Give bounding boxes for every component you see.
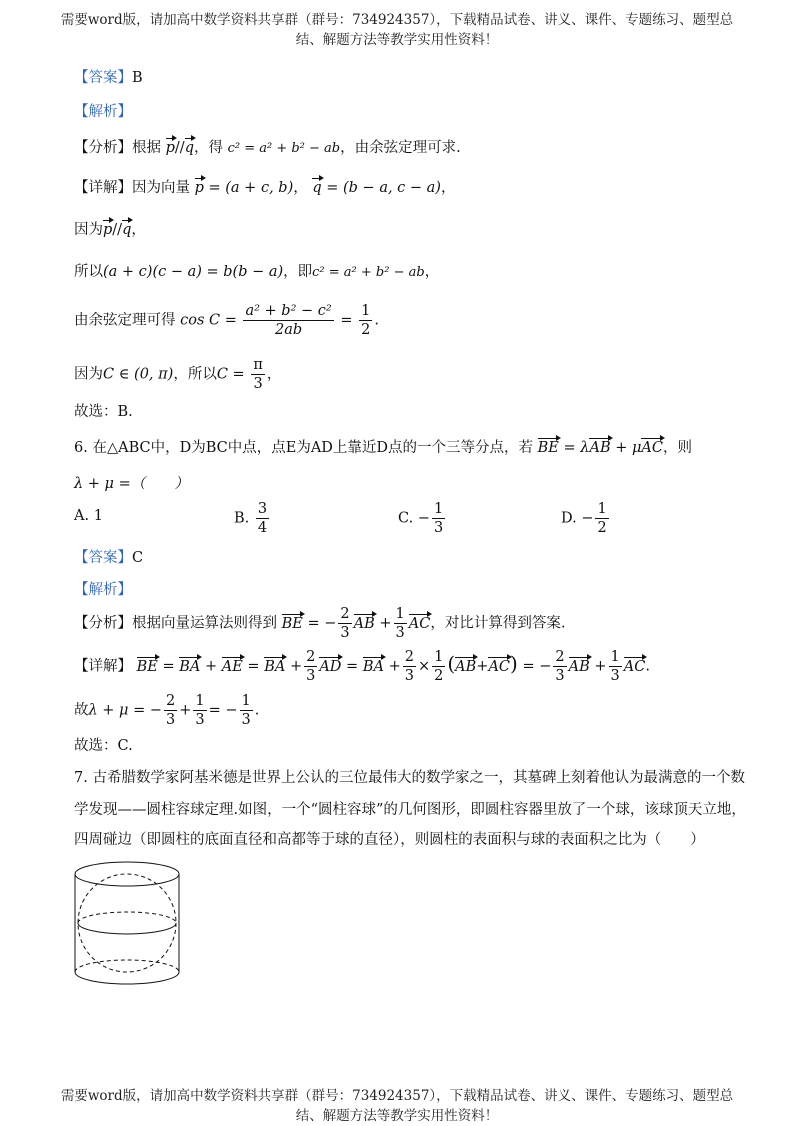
numerator: 1: [361, 303, 371, 319]
q6-analysis-row: [74, 578, 132, 599]
text: .: [254, 702, 260, 719]
fraction: [553, 648, 566, 685]
numerator: 1: [610, 649, 620, 665]
numerator: 1: [241, 693, 251, 709]
cylinder-bottom-front: [75, 972, 179, 984]
fraction: [193, 692, 206, 729]
text: 因为: [74, 366, 103, 383]
xiangjie-label: 【详解】: [74, 180, 132, 196]
text: ，: [424, 264, 440, 280]
option-c: [398, 500, 447, 537]
formula: c² = a² + b² − ab: [227, 141, 341, 156]
header-line-1: 需要word版，请加高中数学资料共享群（群号：734924357），下载精品试卷、讲义、课件、专题练习、题型总: [60, 12, 734, 28]
sign: −: [581, 510, 594, 527]
text: = −: [522, 658, 552, 675]
cylinder-sphere-figure: [72, 858, 182, 988]
xiangjie-label: 【详解】: [74, 658, 132, 675]
text: 6. 在△ABC中，D为BC中点，点E为AD上靠近D点的一个三等分点，若: [74, 440, 534, 456]
q5-detail-1: [74, 176, 455, 197]
q6-stem-2: λ + μ =（ ）: [74, 476, 189, 492]
denominator: 2: [597, 520, 607, 536]
text: =: [247, 658, 260, 675]
fenxi-label: 【分析】: [74, 140, 132, 156]
vector-AC: AC: [409, 612, 431, 632]
q6-stem-1: [74, 436, 692, 457]
formula: cos C =: [180, 312, 237, 329]
vector-p: p: [103, 218, 112, 238]
fenxi-label: 【分析】: [74, 615, 132, 632]
cylinder-top-ellipse: [75, 862, 179, 886]
text: ，: [266, 366, 282, 383]
text: 故: [74, 702, 89, 719]
fraction: [359, 302, 372, 339]
numerator: 2: [306, 649, 316, 665]
numerator: π: [253, 357, 263, 373]
q5-detail-2: [74, 218, 146, 239]
text: ，对比计算得到答案.: [430, 615, 566, 632]
page-header: [60, 10, 734, 50]
fraction: [595, 500, 608, 537]
text: 所以: [74, 264, 103, 280]
text: ，: [440, 180, 456, 196]
footer-line-2: 结、解题方法等教学实用性资料！: [295, 1108, 499, 1124]
text: ，: [293, 180, 308, 196]
q5-detail-3: [74, 260, 439, 281]
formula: = (b − a, c − a): [326, 180, 441, 196]
answer-label: 【答案】: [74, 550, 132, 566]
option-label: B.: [234, 510, 250, 527]
text: +: [476, 658, 489, 675]
numerator: 3: [257, 501, 268, 517]
formula: (a + c)(c − a) = b(b − a): [103, 264, 284, 280]
text: +: [379, 615, 392, 632]
vector-AB: AB: [569, 655, 590, 675]
q5-choose: 故选：B.: [74, 404, 133, 420]
vector-BA: BA: [179, 655, 200, 675]
text: ，得: [193, 140, 223, 156]
q5-fenxi-row: [74, 136, 461, 157]
numerator: 1: [195, 693, 205, 709]
text: +: [388, 658, 401, 675]
text: +: [289, 658, 303, 675]
header-line-2: 结、解题方法等教学实用性资料！: [295, 32, 499, 48]
formula: = (a + c, b): [208, 180, 294, 196]
denominator: 3: [241, 712, 251, 728]
text: = −: [307, 615, 337, 632]
text: ，即: [283, 264, 313, 280]
text: 因为: [74, 222, 103, 238]
fraction: [243, 302, 333, 339]
q6-choose: 故选：C.: [74, 738, 133, 754]
text: 由余弦定理可得: [74, 312, 176, 329]
option-a: A. 1: [74, 508, 103, 524]
numerator: 2: [404, 649, 414, 665]
page-footer: [60, 1086, 734, 1126]
sphere-outline: [78, 874, 176, 972]
vector-BA: BA: [264, 655, 285, 675]
q6-answer: C: [132, 550, 144, 566]
denominator: 3: [555, 668, 565, 684]
denominator: 3: [253, 376, 263, 392]
numerator: 1: [433, 501, 444, 517]
q5-detail-5: [74, 356, 281, 393]
vector-q: q: [122, 218, 131, 238]
denominator: 2: [361, 322, 371, 338]
fraction: [432, 648, 445, 685]
vector-AE: AE: [222, 655, 243, 675]
vector-AB: AB: [455, 655, 476, 675]
q7-line-2: 学发现——圆柱容球定理.如图，一个“圆柱容球”的几何图形，即圆柱容器里放了一个球，该球顶天立地，: [74, 802, 746, 818]
cylinder-bottom-back: [75, 960, 179, 972]
text: .: [374, 312, 379, 329]
q5-answer-row: [74, 66, 143, 87]
numerator: 1: [395, 606, 405, 622]
vector-p: p: [195, 176, 204, 196]
text: =: [340, 312, 353, 329]
denominator: 3: [433, 520, 444, 536]
text: 根据: [132, 140, 161, 156]
q5-detail-4: [74, 302, 379, 339]
vector-p: p: [166, 136, 175, 156]
denominator: 3: [404, 668, 414, 684]
parallel-symbol: //: [112, 222, 123, 238]
fraction: [240, 692, 253, 729]
fraction: [256, 500, 269, 537]
fraction: [251, 356, 265, 393]
vector-AB: AB: [589, 436, 610, 456]
q6-sum-row: [74, 692, 259, 729]
denominator: 3: [195, 712, 205, 728]
text: (: [447, 651, 456, 676]
denominator: 3: [340, 625, 350, 641]
vector-AC: AC: [624, 655, 646, 675]
fraction: [338, 605, 351, 642]
fraction: [609, 648, 622, 685]
text: =: [346, 658, 359, 675]
text: ×: [417, 658, 431, 675]
numerator: 2: [166, 693, 176, 709]
text: ，: [131, 222, 146, 238]
vector-AB: AB: [354, 612, 375, 632]
denominator: 2ab: [275, 322, 303, 338]
q6-answer-row: [74, 546, 143, 567]
vector-q: q: [312, 176, 321, 196]
text: + μ: [615, 440, 642, 456]
vector-BE: BE: [282, 612, 303, 632]
option-b: [234, 500, 271, 537]
text: 因为向量: [132, 180, 190, 196]
fraction: [432, 500, 445, 537]
vector-AC: AC: [488, 655, 510, 675]
numerator: 2: [340, 606, 350, 622]
numerator: 1: [434, 649, 444, 665]
formula: C ∈ (0, π): [103, 366, 174, 383]
q6-fenxi-row: [74, 605, 565, 642]
text: ，则: [662, 440, 692, 456]
q5-answer: B: [132, 70, 143, 86]
sign: −: [417, 510, 430, 527]
analysis-label: 【解析】: [74, 582, 132, 598]
numerator: 1: [597, 501, 607, 517]
text: ，由余弦定理可求.: [340, 140, 461, 156]
denominator: 3: [395, 625, 405, 641]
fraction: [304, 648, 317, 685]
text: .: [645, 658, 650, 675]
fraction: [403, 648, 416, 685]
q5-analysis-row: [74, 100, 132, 121]
option-label: D.: [561, 510, 577, 527]
q7-line-3: 四周碰边（即圆柱的底面直径和高都等于球的直径），则圆柱的表面积与球的表面积之比为（ ）: [74, 832, 705, 848]
numerator: 2: [555, 649, 565, 665]
vector-q: q: [185, 136, 194, 156]
vector-AD: AD: [319, 655, 341, 675]
text: = −: [208, 702, 238, 719]
denominator: 3: [166, 712, 176, 728]
text: ，所以: [173, 366, 217, 383]
vector-BE: BE: [538, 436, 559, 456]
formula: C =: [216, 366, 245, 383]
text: =: [162, 658, 175, 675]
vector-AC: AC: [641, 436, 663, 456]
denominator: 3: [610, 668, 620, 684]
analysis-label: 【解析】: [74, 104, 132, 120]
sphere-equator-front: [78, 923, 176, 934]
text: = λ: [563, 440, 590, 456]
footer-line-1: 需要word版，请加高中数学资料共享群（群号：734924357），下载精品试卷、讲义、课件、专题练习、题型总: [60, 1088, 734, 1104]
vector-BE: BE: [137, 655, 158, 675]
sphere-equator-back: [78, 912, 176, 923]
denominator: 4: [257, 520, 268, 536]
option-d: [561, 500, 611, 537]
parallel-symbol: //: [174, 140, 185, 156]
fraction: [394, 605, 407, 642]
text: 根据向量运算法则得到: [132, 615, 277, 632]
formula: c² = a² + b² − ab: [312, 265, 425, 280]
text: +: [594, 658, 607, 675]
option-label: C.: [398, 510, 414, 527]
text: ): [510, 651, 518, 676]
fraction: [164, 692, 177, 729]
text: +: [179, 702, 192, 719]
vector-BA: BA: [363, 655, 384, 675]
q7-line-1: 7. 古希腊数学家阿基米德是世界上公认的三位最伟大的数学家之一，其墓碑上刻着他认为最满意的一个数: [74, 770, 745, 786]
text: λ + μ = −: [88, 702, 162, 719]
q6-xiangjie-row: [74, 648, 650, 685]
numerator: a² + b² − c²: [245, 303, 332, 319]
denominator: 2: [434, 668, 444, 684]
answer-label: 【答案】: [74, 70, 132, 86]
denominator: 3: [306, 668, 316, 684]
text: +: [204, 658, 218, 675]
